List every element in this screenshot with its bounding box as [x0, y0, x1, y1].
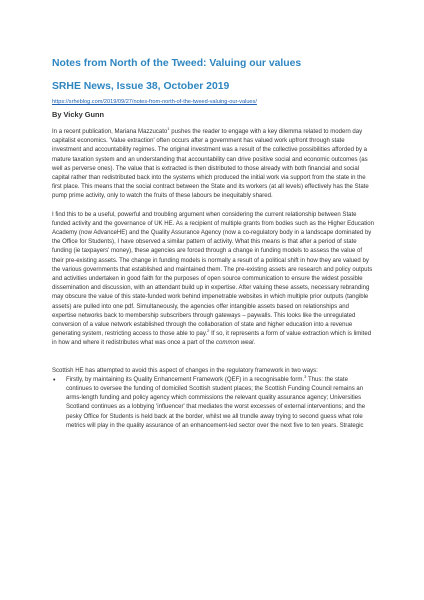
article-body	[52, 125, 375, 431]
paragraph-3: Scottish HE has attempted to avoid this aspect of changes in the regulatory framework in two ways:	[52, 367, 318, 374]
footnote-ref-1: 1	[167, 125, 170, 131]
article-subtitle: SRHE News, Issue 38, October 2019	[52, 81, 230, 92]
article-author: By Vicky Gunn	[52, 110, 105, 119]
bullet-list	[52, 373, 374, 431]
footnote-ref-2: 2	[207, 328, 210, 334]
paragraph-2: I find this to be a useful, powerful and troubling argument when considering the current relationship between State funded activity and the governance of UK HE. As a recipient of multiple grants from bodies such as the Higher Education Academy (now AdvanceHE) and the Quality Assurance Agency (now a co-regulatory body in a landscape dominated by the Office for Students), I have observed a similar pattern of activity. What this means is that after a period of state funding (ie taxpayers' money), these agencies are forced through a change in funding models to assess the value of their pre-existing assets. The change in funding models is normally a result of a political shift in how they are valued by the various governments that established and maintained them. The pre-existing assets are research and policy outputs and activities undertaken in good faith for the purposes of open source communication to ensure the widest possible dissemination and discussion, with an attendant build up in expertise. After valuing these assets, necessary rebranding may obscure the value of this state-funded work behind impenetrable websites in which multiple prior outputs (tangible assets) are pulled into one pdf. Simultaneously, the agencies offer intangible assets based on relationships and expertise networks back to membership subscribers through gateways – paywalls. This looks like the unregulated conversion of a value network established through the collaboration of state and higher education into a revenue generating system, restricting access to those able to pay.$^2$ If so, it represents a form of value extraction which is limited in how and where it redistributes what was once a part of the common weal.	[52, 211, 375, 347]
article-title: Notes from North of the Tweed: Valuing our values	[52, 58, 302, 69]
footnote-ref-3: 3	[304, 373, 307, 379]
paragraph-1: In a recent publication, Mariana Mazzucato$^1$ pushes the reader to engage with a key dilemma related to modern day capitalist economics. 'Value extraction' often occurs after a government has valued work upfront through state investment and accountability regimes. The original investment was a result of the collective possibilities afforded by a mature taxation system and an understanding that accountability can drive positive social and economic outcomes (as well as perverse ones). The value that is extracted is then distributed to those already with both financial and social capital rather than redistributed back into the systems which produced the initial work via support from the state in the first place. This means that the social contract between the State and its workers (at all levels) effectively has the State pump prime activity, only to watch the fruits of these labours be inequitably shared.	[52, 125, 369, 200]
article-url-link[interactable]: https://srheblog.com/2019/09/27/notes-from-north-of-the-tweed-valuing-our-values/	[52, 99, 257, 105]
list-item: • Firstly, by maintaining its Quality Enhancement Framework (QEF) in a recognisable form.$^3$ Thus: the state continues to oversee the funding of domiciled Scottish student places; the Scottish Funding Council remains an arms-length funding and policy agency which commissions the relevant quality assurance agency; Universities Scotland continues as a lobbying 'influencer' that mediates the worst excesses of external interventions; and the pesky Office for Students is held back at the border, whilst we all trundle away trying to second guess what role metrics will play in the quality assurance of an enhancement-led sector over the next five to ten years. Strategic	[66, 376, 374, 431]
